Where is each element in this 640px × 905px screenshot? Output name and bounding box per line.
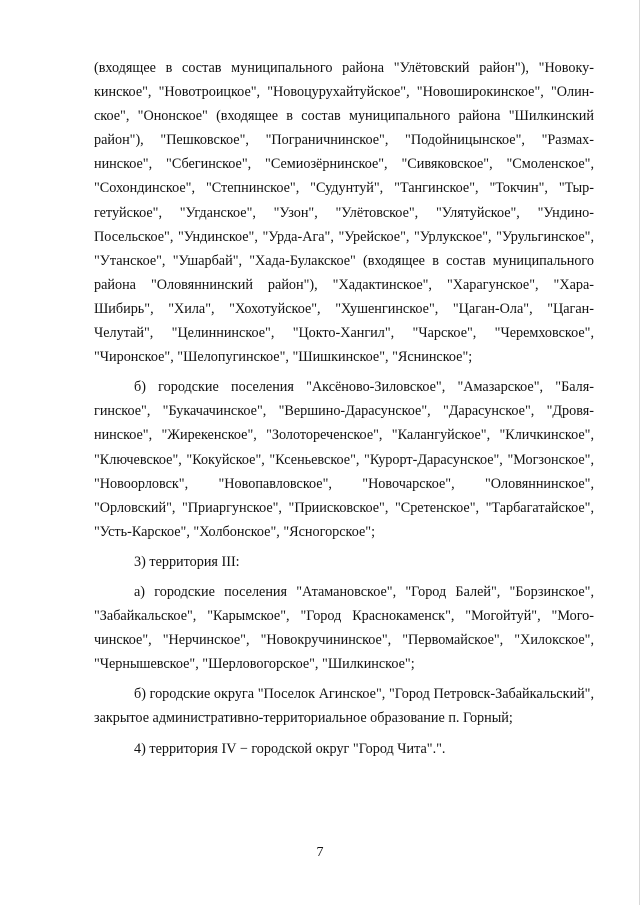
paragraph-territory-3-urban-settlements: а) городские поселения "Атамановское", "Город Балей", "Борзинское", "Забайкальское", "Карымское", "Город Краснокаменск", "Могойтуй", "Могочинское", "Нерчинское", "Новокручининское", "Первомайское", "Хилокское", "Чернышевское", "Шерловогорское", "Шилкинское"; <box>94 583 594 673</box>
paragraph-territory-3-heading: 3) территория III: <box>134 553 240 570</box>
paragraph-rural-settlements-continued: (входящее в состав муниципального района "Улётовский район"), "Новокукинское", "Новотроицкое", "Новоцурухайтуйское", "Новоширокинское", "Олинское", "Ононское" (входящее в состав муниципального района "Шилкинский район"), "Пешковское", "Пограничнинское", "Подойницынское", "Размахнинское", "Сбегинское", "Семиозёрнинское", "Сивяковское", "Смоленское", "Сохондинское", "Степнинское", "Судунтуй", "Тангинское", "Токчин", "Тыргетуйское", "Угданское", "Узон", "Улётовское", "Улятуйское", "Ундино-Посельское", "Ундинское", "Урда-Ага", "Урейское", "Урлукское", "Урульгинское", "Утанское", "Ушарбай", "Хада-Булакское" (входящее в состав муниципального района "Оловяннинский район"), "Хадактинское", "Харагунское", "Хара-Шибирь", "Хила", "Хохотуйское", "Хушенгинское", "Цаган-Ола", "Цаган-Челутай", "Целиннинское", "Цокто-Хангил", "Чарское", "Черемховское", "Чиронское", "Шелопугинское", "Шишкинское", "Яснинское"; <box>94 60 594 366</box>
paragraph-territory-4: 4) территория IV − городской округ "Город Чита".". <box>134 740 446 757</box>
paragraph-urban-settlements-b: б) городские поселения "Аксёново-Зиловское", "Амазарское", "Балягинское", "Букачачинское", "Вершино-Дарасунское", "Дарасунское", "Дровянинское", "Жирекенское", "Золотореченское", "Калангуйское", "Кличкинское", "Ключевское", "Кокуйское", "Ксеньевское", "Курорт-Дарасунское", "Могзонское", "Новоорловск", "Новопавловское", "Новочарское", "Оловяннинское", "Орловский", "Приаргунское", "Приисковское", "Сретенское", "Тарбагатайское", "Усть-Карское", "Холбонское", "Ясногорское"; <box>94 379 594 540</box>
page-number: 7 <box>316 845 324 860</box>
paragraph-territory-3-urban-districts: б) городские округа "Поселок Агинское", "Город Петровск-Забайкальский", закрытое административно-территориальное образование п. Горный; <box>94 686 594 727</box>
document-body <box>94 56 594 761</box>
